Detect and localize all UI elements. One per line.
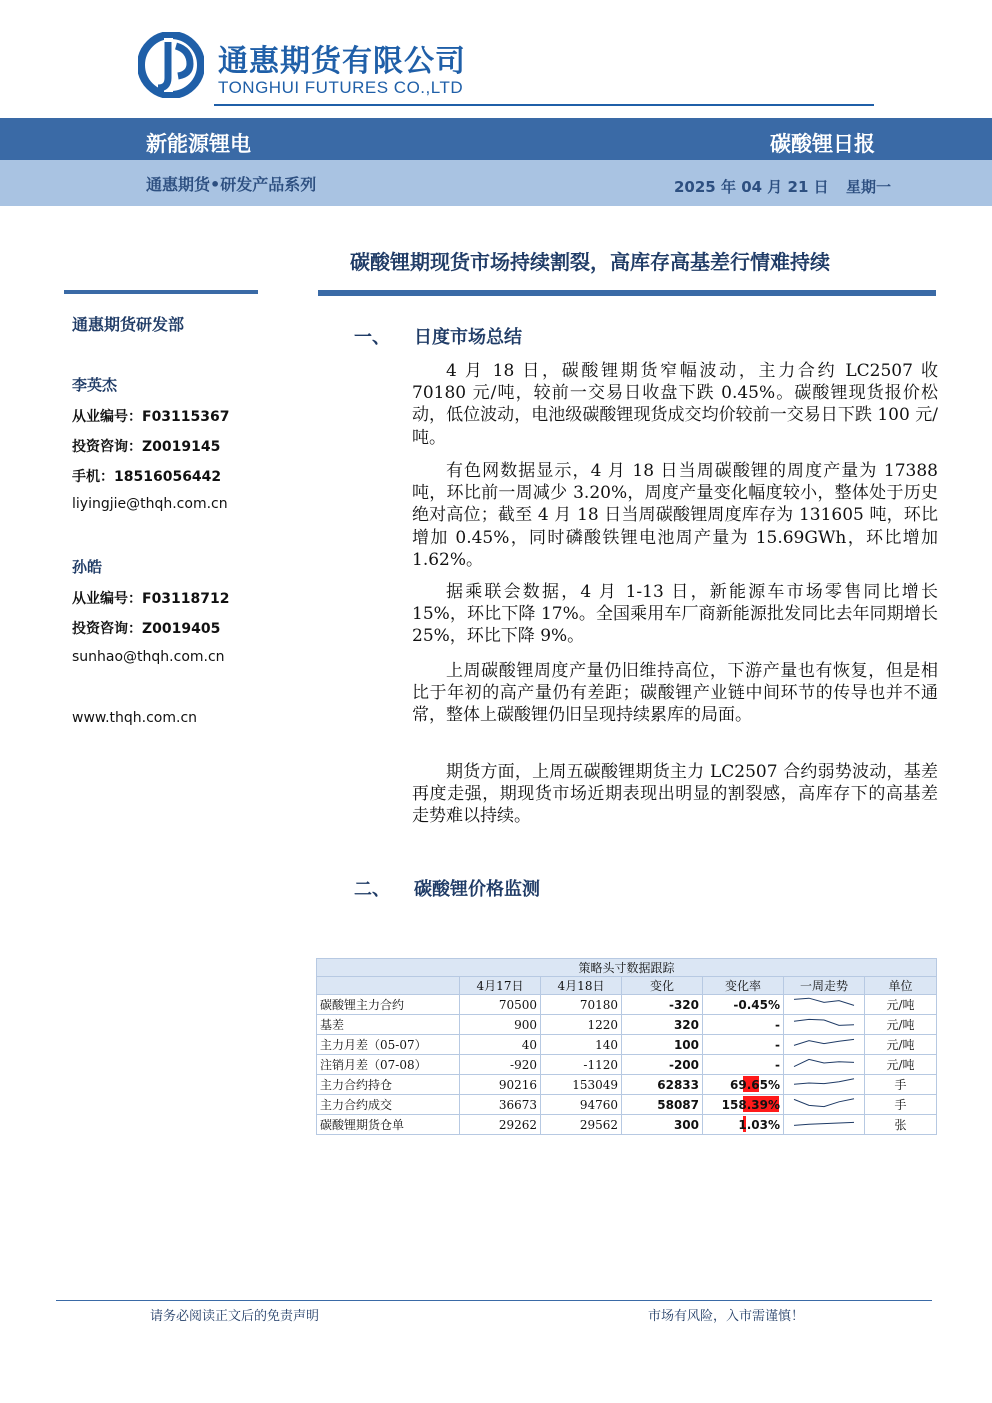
- unit: 张: [865, 1115, 937, 1135]
- value-change: 320: [622, 1015, 703, 1035]
- value-change: -200: [622, 1055, 703, 1075]
- table-header: 4月17日: [460, 977, 541, 995]
- section-title: 日度市场总结: [414, 327, 522, 348]
- value-apr17: 29262: [460, 1115, 541, 1135]
- paragraph: 上周碳酸锂周度产量仍旧维持高位，下游产量也有恢复，但是相比于年初的高产量仍有差距；碳酸锂产业链中间环节的传导也并不通常，整体上碳酸锂仍旧呈现持续累库的局面。: [412, 661, 938, 726]
- change-rate-text: -: [775, 1017, 780, 1032]
- sidebar-dept: 通惠期货研发部: [72, 315, 185, 334]
- analyst-license: 从业编号：F03118712: [72, 591, 230, 607]
- value-change: 58087: [622, 1095, 703, 1115]
- table-header: 变化率: [703, 977, 784, 995]
- paragraph: 据乘联会数据，4 月 1-13 日，新能源车市场零售同比增长 15%，环比下降 17%。全国乘用车厂商新能源批发同比去年同期增长 25%，环比下降 9%。: [412, 582, 938, 647]
- sparkline: [790, 1075, 858, 1091]
- row-name: 注销月差（07-08）: [317, 1055, 460, 1075]
- weekly-trend: [784, 1075, 865, 1095]
- section-number: 二、: [354, 879, 390, 900]
- change-rate-text: -: [775, 1037, 780, 1052]
- weekly-trend: [784, 1095, 865, 1115]
- change-rate-text: -: [775, 1057, 780, 1072]
- value-change: 300: [622, 1115, 703, 1135]
- table-row: [317, 1055, 937, 1075]
- sparkline-path: [794, 1122, 854, 1125]
- value-change: -320: [622, 995, 703, 1015]
- sparkline: [790, 1035, 858, 1051]
- sparkline: [790, 995, 858, 1011]
- table-row: [317, 995, 937, 1015]
- sparkline-path: [794, 1079, 854, 1084]
- row-name: 碳酸锂主力合约: [317, 995, 460, 1015]
- header-divider: [214, 104, 874, 106]
- change-rate-text: 69.65%: [730, 1077, 780, 1092]
- sparkline: [790, 1115, 858, 1131]
- table-header: 4月18日: [541, 977, 622, 995]
- sparkline-path: [794, 1039, 854, 1045]
- report-name: 碳酸锂日报: [770, 132, 875, 156]
- footer-risk-warning: 市场有风险，入市需谨慎！: [648, 1309, 805, 1324]
- row-name: 主力合约成交: [317, 1095, 460, 1115]
- value-change-rate: [703, 1095, 784, 1115]
- company-logo-icon: [138, 32, 204, 98]
- analyst-name: 李英杰: [72, 376, 118, 394]
- value-change-rate: [703, 1035, 784, 1055]
- page-title: 碳酸锂期现货市场持续割裂，高库存高基差行情难持续: [350, 250, 830, 274]
- change-rate-text: 158.39%: [721, 1097, 780, 1112]
- section-number: 一、: [354, 327, 390, 348]
- analyst-consult: 投资咨询：Z0019405: [72, 621, 221, 637]
- value-apr18: 70180: [541, 995, 622, 1015]
- value-apr17: 900: [460, 1015, 541, 1035]
- data-table: [316, 958, 937, 1135]
- weekly-trend: [784, 995, 865, 1015]
- footer-rule: [56, 1300, 932, 1301]
- table-row: [317, 1095, 937, 1115]
- analyst-phone: 手机：18516056442: [72, 469, 222, 485]
- value-change-rate: [703, 1055, 784, 1075]
- sparkline: [790, 1055, 858, 1071]
- company-name-cn: 通惠期货有限公司: [218, 44, 466, 79]
- value-apr17: 36673: [460, 1095, 541, 1115]
- value-change: 62833: [622, 1075, 703, 1095]
- paragraph: 期货方面，上周五碳酸锂期货主力 LC2507 合约弱势波动，基差再度走强，期现货市场近期表现出明显的割裂感，高库存下的高基差走势难以持续。: [412, 762, 938, 827]
- value-change-rate: [703, 1015, 784, 1035]
- value-apr18: 29562: [541, 1115, 622, 1135]
- unit: 元/吨: [865, 995, 937, 1015]
- analyst-license: 从业编号：F03115367: [72, 409, 230, 425]
- weekly-trend: [784, 1015, 865, 1035]
- row-name: 基差: [317, 1015, 460, 1035]
- row-name: 碳酸锂期货仓单: [317, 1115, 460, 1135]
- table-header: [317, 977, 460, 995]
- value-change: 100: [622, 1035, 703, 1055]
- sidebar-rule: [64, 290, 258, 294]
- section-title: 碳酸锂价格监测: [414, 879, 540, 900]
- sparkline-path: [794, 998, 854, 1005]
- row-name: 主力合约持仓: [317, 1075, 460, 1095]
- value-apr18: -1120: [541, 1055, 622, 1075]
- company-name-en: TONGHUI FUTURES CO.,LTD: [218, 78, 464, 97]
- table-header: 变化: [622, 977, 703, 995]
- paragraph: 有色网数据显示，4 月 18 日当周碳酸锂的周度产量为 17388 吨，环比前一周减少 3.20%，周度产量变化幅度较小，整体处于历史绝对高位；截至 4 月 18 日当周碳酸锂周度库存为 131605 吨，环比增加 0.45%，同时磷酸铁锂电池周产量为 15.69GWh，环比增加 1.62%。: [412, 461, 938, 570]
- table-row: [317, 1015, 937, 1035]
- analyst-consult: 投资咨询：Z0019145: [72, 439, 221, 455]
- unit: 元/吨: [865, 1055, 937, 1075]
- value-change-rate: [703, 995, 784, 1015]
- value-apr18: 153049: [541, 1075, 622, 1095]
- report-date: 2025 年 04 月 21 日: [674, 178, 829, 196]
- change-rate-text: -0.45%: [733, 997, 780, 1012]
- value-apr17: 90216: [460, 1075, 541, 1095]
- unit: 元/吨: [865, 1015, 937, 1035]
- value-apr17: -920: [460, 1055, 541, 1075]
- sparkline: [790, 1015, 858, 1031]
- weekly-trend: [784, 1035, 865, 1055]
- row-name: 主力月差（05-07）: [317, 1035, 460, 1055]
- table-row: [317, 1115, 937, 1135]
- sparkline: [790, 1095, 858, 1111]
- sparkline-path: [794, 1019, 854, 1025]
- category-label: 新能源锂电: [146, 132, 251, 156]
- unit: 元/吨: [865, 1035, 937, 1055]
- report-weekday: 星期一: [846, 178, 892, 196]
- sparkline-path: [794, 1059, 854, 1066]
- website-link[interactable]: www.thqh.com.cn: [72, 710, 198, 726]
- paragraph: 4 月 18 日，碳酸锂期货窄幅波动，主力合约 LC2507 收 70180 元/吨，较前一交易日收盘下跌 0.45%。碳酸锂现货报价松动，低位波动，电池级碳酸锂现货成交均价较前一交易日下跌 100 元/吨。: [412, 361, 938, 448]
- analyst-name: 孙皓: [72, 558, 103, 576]
- weekly-trend: [784, 1055, 865, 1075]
- table-row: [317, 1035, 937, 1055]
- footer-disclaimer: 请务必阅读正文后的免责声明: [150, 1309, 320, 1324]
- title-rule: [318, 290, 936, 296]
- value-apr18: 1220: [541, 1015, 622, 1035]
- weekly-trend: [784, 1115, 865, 1135]
- value-apr18: 94760: [541, 1095, 622, 1115]
- table-header: 单位: [865, 977, 937, 995]
- value-apr17: 40: [460, 1035, 541, 1055]
- change-rate-text: 1.03%: [738, 1117, 780, 1132]
- table-row: [317, 1075, 937, 1095]
- analyst-email[interactable]: sunhao@thqh.com.cn: [72, 649, 225, 665]
- analyst-email[interactable]: liyingjie@thqh.com.cn: [72, 496, 228, 512]
- table-caption: 策略头寸数据跟踪: [317, 959, 937, 977]
- value-apr18: 140: [541, 1035, 622, 1055]
- sparkline-path: [794, 1099, 854, 1107]
- value-apr17: 70500: [460, 995, 541, 1015]
- value-change-rate: [703, 1115, 784, 1135]
- unit: 手: [865, 1075, 937, 1095]
- unit: 手: [865, 1095, 937, 1115]
- series-label: 通惠期货•研发产品系列: [146, 175, 317, 194]
- value-change-rate: [703, 1075, 784, 1095]
- table-header: 一周走势: [784, 977, 865, 995]
